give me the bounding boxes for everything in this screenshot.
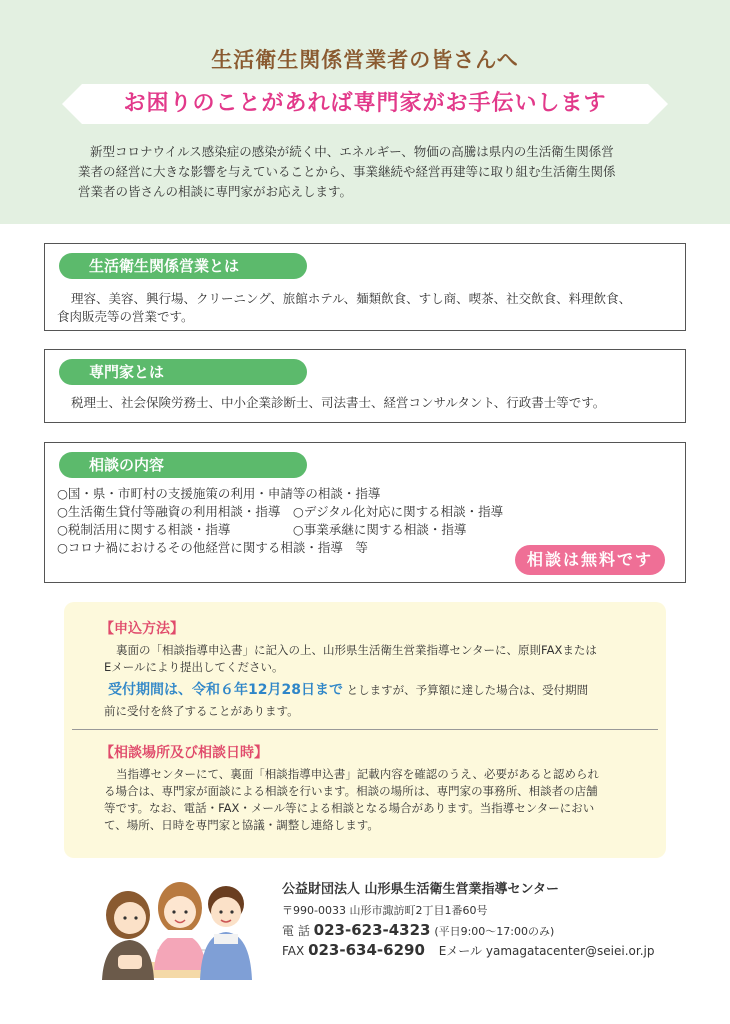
consult-item: ○生活衛生貸付等融資の利用相談・指導 ○デジタル化対応に関する相談・指導 [57,504,504,519]
page-subtitle: 生活衛生関係営業者の皆さんへ [211,48,519,72]
tel-number[interactable]: 023-623-4323 [313,921,431,939]
deadline-text [108,682,664,699]
expert-section [44,349,686,423]
address: 〒990-0033 山形市諏訪町2丁目1番60号 [282,904,488,917]
consult-item: ○税制活用に関する相談・指導 ○事業承継に関する相談・指導 [57,522,467,537]
application-label: 【申込方法】 [100,621,184,637]
intro-line: 業者の経営に大きな影響を与えていることから、事業継続や経営再建等に取り組む生活衛生関係 [78,164,616,179]
deadline-rest: としますが、予算額に達した場合は、受付期間 [346,683,589,697]
fax-label: FAX [282,944,305,958]
header [0,0,730,224]
section-title: 生活衛生関係営業とは [59,253,307,279]
intro-line: 新型コロナウイルス感染症の感染が続く中、エネルギー、物価の高騰は県内の生活衛生関係営 [90,144,614,159]
free-badge: 相談は無料です [515,545,665,575]
deadline-text-2 [104,703,660,720]
headline-banner [62,84,668,124]
section-text: 理容、美容、興行場、クリーニング、旅館ホテル、麺類飲食、すし商、喫茶、社交飲食、料理飲食、 [71,291,632,306]
text-line: 当指導センターにて、裏面「相談指導申込書」記載内容を確認のうえ、必要があると認められ [116,767,599,781]
intro-line: 営業者の皆さんの相談に専門家がお応えします。 [78,184,353,199]
organization-name: 公益財団法人 山形県生活衛生営業指導センター [282,882,560,897]
text-line: る場合は、専門家が面談による相談を行います。相談の場所は、専門家の事務所、相談者の店舗 [104,784,598,798]
info-panel [64,602,666,858]
business-section [44,243,686,331]
tel-label: 電 話 [282,924,310,938]
fax-number: 023-634-6290 [308,941,425,959]
headline-text: お困りのことがあれば専門家がお手伝いします [123,91,607,116]
venue-label: 【相談場所及び相談日時】 [100,745,268,761]
deadline-line [108,682,664,699]
section-title: 専門家とは [59,359,307,385]
fax-line [282,941,654,959]
venue-text [104,766,660,834]
consultation-illustration-icon [88,870,263,1000]
telephone-line [282,921,554,939]
section-title: 相談の内容 [59,452,307,478]
text-line: 裏面の「相談指導申込書」に記入の上、山形県生活衛生営業指導センターに、原則FAXまたは [116,643,597,657]
email-address[interactable]: yamagatacenter@seiei.or.jp [485,944,655,958]
section-text: 食肉販売等の営業です。 [57,309,194,324]
text-line: 前に受付を終了することがあります。 [104,704,299,718]
intro-text [78,142,668,202]
email-label: Eメール [438,944,483,958]
application-text [104,642,660,676]
consult-item: ○コロナ禍におけるその他経営に関する相談・指導 等 [57,540,368,555]
divider [72,729,658,730]
text-line: 等です。なお、電話・FAX・メール等による相談となる場合があります。当指導センターにおい [104,801,595,815]
tel-hours: (平日9:00～17:00のみ) [434,925,555,938]
consult-item: ○国・県・市町村の支援施策の利用・申請等の相談・指導 [57,486,381,501]
text-line: て、場所、日時を専門家と協議・調整し連絡します。 [104,818,379,832]
section-text: 税理士、社会保険労務士、中小企業診断士、司法書士、経営コンサルタント、行政書士等です。 [71,395,606,410]
consult-section [44,442,686,583]
text-line: Eメールにより提出してください。 [104,660,284,674]
deadline-highlight: 受付期間は、令和６年12月28日まで [108,682,343,698]
